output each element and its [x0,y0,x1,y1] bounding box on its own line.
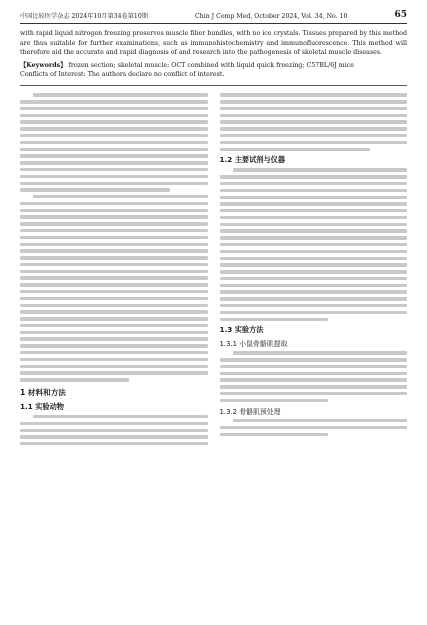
subsubsection-heading-sampling: 1.3.1 小鼠骨骼肌提取 [219,339,288,348]
subsection-heading-animals: 1.1 实验动物 [20,401,64,411]
grouping-paragraph [220,419,408,436]
intro-paragraph-2 [20,195,208,381]
journal-citation-cn: 中国比较医学杂志 2024年10月第34卷第10期 [20,13,148,20]
sampling-paragraph [220,351,408,402]
intro-paragraph-1 [20,93,208,191]
subsubsection-heading-grouping: 1.3.2 骨骼肌预处理 [219,407,281,416]
right-column [220,90,408,449]
subsection-heading-methods: 1.3 实验方法 [219,324,264,334]
section-divider [20,85,407,86]
conflict-statement: Conflicts of Interest: The authors declare no conflict of interest. [20,71,225,79]
animals-paragraph-continued [220,93,408,151]
keywords-block [20,61,407,80]
journal-citation-en: Chin J Comp Med, October 2024, Vol. 34, No. 10 [195,13,348,20]
keywords-label: 【Keywords】 [20,61,67,69]
abstract-continuation: with rapid liquid nitrogen freezing preserves muscle fiber bundles, with no ice crystals. Tissues prepared by this method are thus suitable for further examinations, such as immunohistochemistry and immunofluorescence. This method will therefore aid the accurate and rapid diagnosis of and research into the pathogenesis of skeletal muscle diseases. [20,30,407,57]
keywords-text: frozen section; skeletal muscle; OCT combined with liquid quick freezing; C57BL/6J mice [68,61,354,69]
reagents-paragraph [220,168,408,321]
animals-paragraph [20,415,208,446]
subsection-heading-reagents: 1.2 主要试剂与仪器 [219,155,286,164]
running-header [20,10,407,24]
page-number: 65 [394,10,407,20]
body-columns [20,90,407,449]
left-column [20,90,208,449]
section-heading-materials: 1 材料和方法 [20,387,66,397]
